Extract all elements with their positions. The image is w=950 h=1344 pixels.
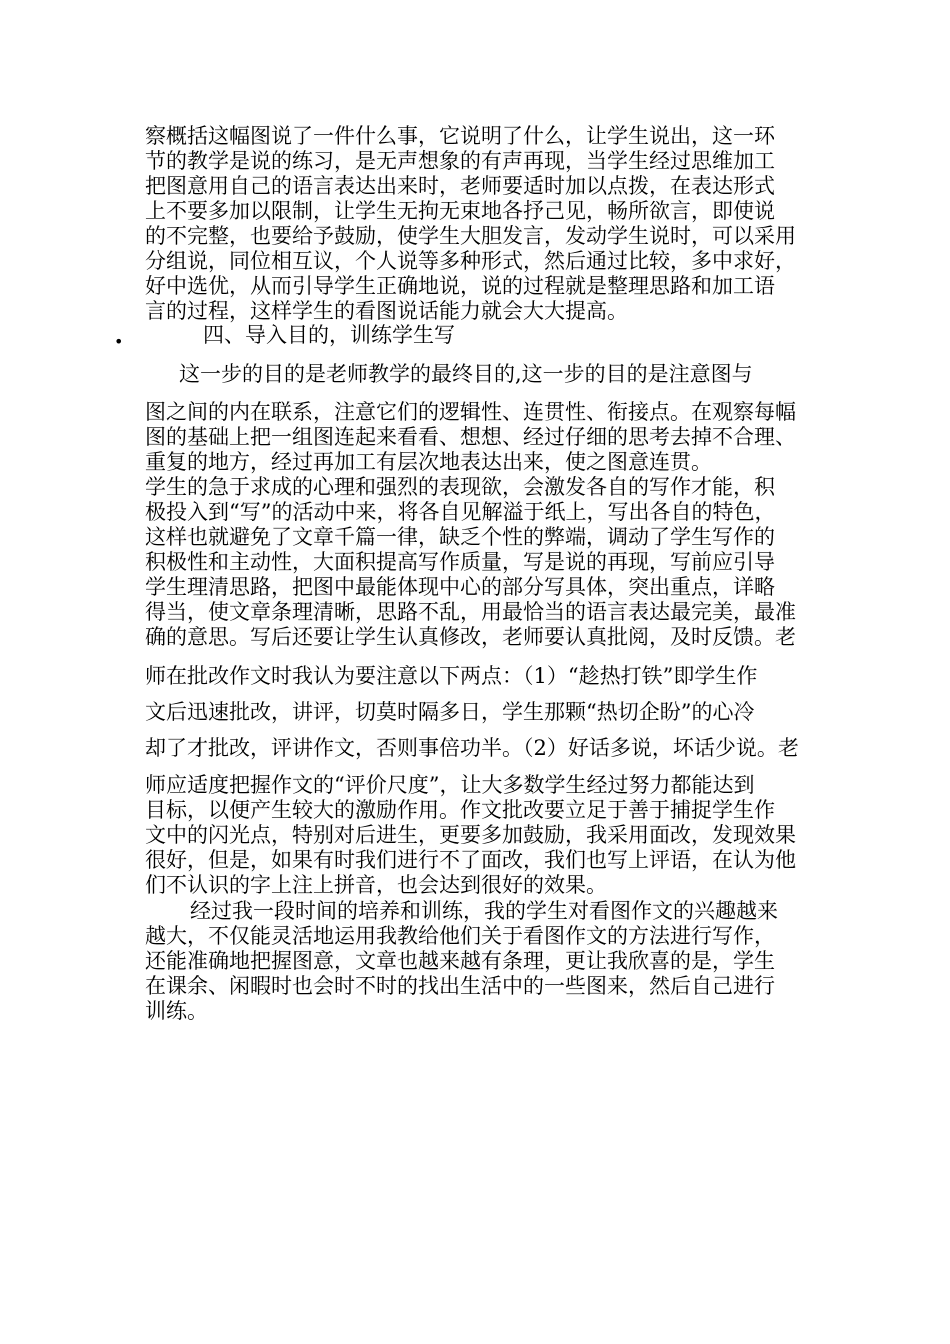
text-line: 上不要多加以限制，让学生无拘无束地各抒己见，畅所欲言，即使说: [145, 199, 775, 223]
text-line: 师在批改作文时我认为要注意以下两点：（1）“趁热打铁”即学生作: [145, 664, 758, 688]
text-line: 积极性和主动性，大面积提高写作质量，写是说的再现，写前应引导: [145, 550, 775, 574]
text-line: 越大，不仅能灵活地运用我教给他们关于看图作文的方法进行写作，: [145, 924, 775, 948]
text-line: 得当，使文章条理清晰，思路不乱，用最恰当的语言表达最完美，最准: [145, 600, 796, 624]
text-line: 却了才批改，评讲作文，否则事倍功半。（2）好话多说，坏话少说。老: [145, 736, 799, 760]
text-line: 图之间的内在联系，注意它们的逻辑性、连贯性、衔接点。在观察每幅: [145, 400, 796, 424]
text-line: 师应适度把握作文的“评价尺度”，让大多数学生经过努力都能达到: [145, 773, 755, 797]
text-line: 们不认识的字上注上拼音，也会达到很好的效果。: [145, 873, 607, 897]
text-line: 这样也就避免了文章千篇一律，缺乏个性的弊端，调动了学生写作的: [145, 525, 775, 549]
text-line: 在课余、闲暇时也会时不时的找出生活中的一些图来，然后自己进行: [145, 974, 775, 998]
text-line: 很好，但是，如果有时我们进行不了面改，我们也写上评语，在认为他: [145, 848, 796, 872]
text-line: 文中的闪光点，特别对后进生，更要多加鼓励，我采用面改，发现效果: [145, 823, 796, 847]
text-line: 经过我一段时间的培养和训练，我的学生对看图作文的兴趣越来: [190, 899, 778, 923]
text-line: 重复的地方，经过再加工有层次地表达出来，使之图意连贯。: [145, 450, 712, 474]
text-line: 察概括这幅图说了一件什么事，它说明了什么，让学生说出，这一环: [145, 124, 775, 148]
text-line: 学生理清思路，把图中最能体现中心的部分写具体，突出重点，详略: [145, 575, 775, 599]
text-line: 极投入到“写”的活动中来，将各自见解溢于纸上，写出各自的特色，: [145, 500, 776, 524]
text-line: 好中选优，从而引导学生正确地说，说的过程就是整理思路和加工语: [145, 274, 775, 298]
text-line: 学生的急于求成的心理和强烈的表现欲，会激发各自的写作才能，积: [145, 475, 775, 499]
text-line: 节的教学是说的练习，是无声想象的有声再现，当学生经过思维加工: [145, 149, 775, 173]
text-line: 图的基础上把一组图连起来看看、想想、经过仔细的思考去掉不合理、: [145, 425, 796, 449]
text-line: 言的过程，这样学生的看图说话能力就会大大提高。: [145, 299, 628, 323]
text-line: 文后迅速批改，讲评，切莫时隔多日，学生那颗“热切企盼”的心冷: [145, 700, 755, 724]
text-line: 的不完整，也要给予鼓励，使学生大胆发言，发动学生说时，可以采用: [145, 224, 796, 248]
text-line: 分组说，同位相互议，个人说等多种形式，然后通过比较，多中求好，: [145, 249, 796, 273]
bullet-icon: •: [114, 332, 124, 351]
text-line: 这一步的目的是老师教学的最终目的,这一步的目的是注意图与: [179, 362, 753, 386]
text-line: 把图意用自己的语言表达出来时，老师要适时加以点拨，在表达形式: [145, 174, 775, 198]
text-line: 确的意思。写后还要让学生认真修改，老师要认真批阅，及时反馈。老: [145, 625, 796, 649]
text-line: 目标，以便产生较大的激励作用。作文批改要立足于善于捕捉学生作: [145, 798, 775, 822]
section-heading: 四、导入目的，训练学生写: [203, 323, 455, 347]
text-line: 训练。: [145, 999, 208, 1023]
text-line: 还能准确地把握图意，文章也越来越有条理，更让我欣喜的是，学生: [145, 949, 775, 973]
